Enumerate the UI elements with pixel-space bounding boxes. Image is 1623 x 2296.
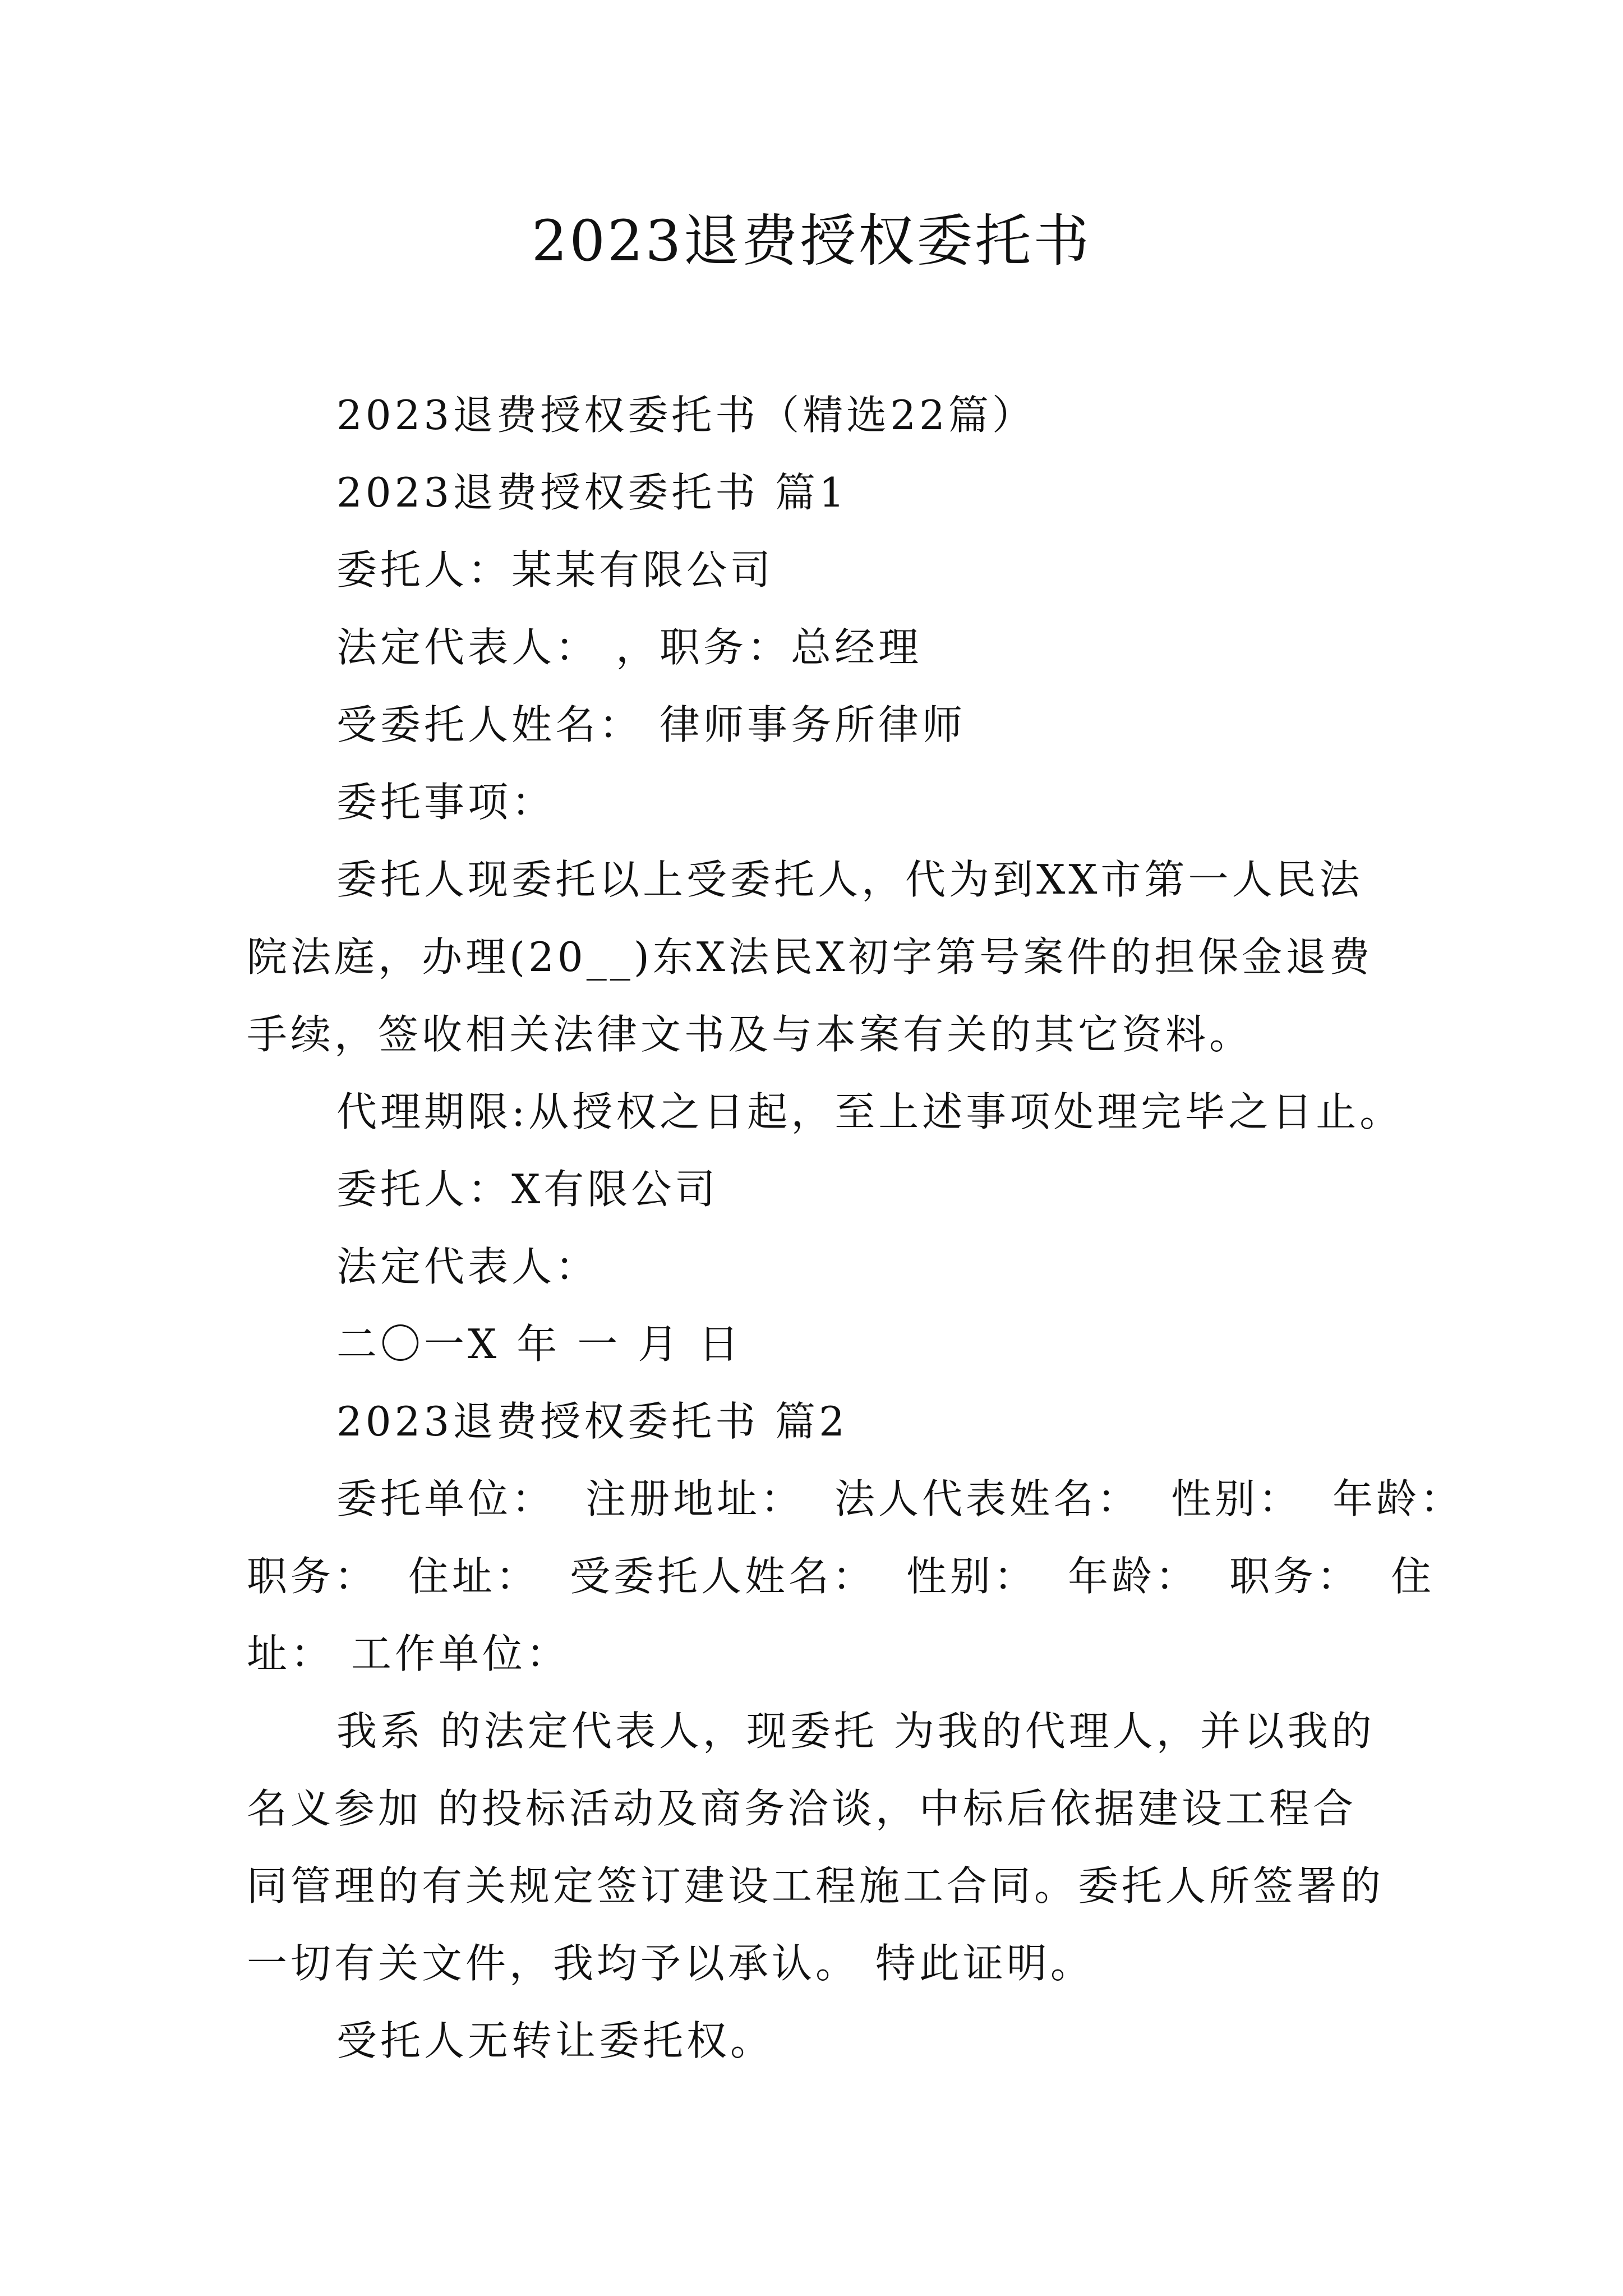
- agent-value: 律师事务所律师: [660, 701, 966, 748]
- date-year-value: 二〇一X: [336, 1320, 500, 1368]
- field-label: 法人代表姓名：: [834, 1475, 1141, 1522]
- signer-rep-line: 法定代表人：: [336, 1243, 600, 1290]
- field-label: 住: [1391, 1553, 1435, 1600]
- section-2-body-line: 名义参加 的投标活动及商务洽谈，中标后依据建设工程合: [247, 1785, 1357, 1832]
- date-month-value: 一: [577, 1320, 621, 1368]
- section-2-body-line: 同管理的有关规定签订建设工程施工合同。委托人所签署的: [247, 1862, 1385, 1910]
- section-1-body-line: 院法庭，办理(20__)东X法民X初字第号案件的担保金退费: [247, 933, 1373, 981]
- field-label: 职务：: [1229, 1553, 1361, 1600]
- field-label: 性别：: [1171, 1475, 1303, 1522]
- date-day-unit: 日: [698, 1320, 743, 1368]
- agent-line: [336, 697, 966, 753]
- signer-line: 委托人：X有限公司: [336, 1166, 719, 1213]
- agency-term-line: 代理期限:从授权之日起，至上述事项处理完毕之日止。: [336, 1088, 1404, 1135]
- field-label: 受委托人姓名：: [570, 1553, 877, 1600]
- field-label: 委托单位：: [336, 1475, 556, 1522]
- field-label: 址：: [247, 1630, 335, 1677]
- field-label: 年龄：: [1332, 1475, 1464, 1522]
- date-month-unit: 月: [638, 1320, 682, 1368]
- field-label: 住址：: [408, 1553, 540, 1600]
- field-label: 性别：: [906, 1553, 1038, 1600]
- section-1-body-line: 委托人现委托以上受委托人，代为到XX市第一人民法: [336, 856, 1363, 903]
- date-year-unit: 年: [517, 1320, 561, 1368]
- field-label: 年龄：: [1068, 1553, 1200, 1600]
- section-2-fields-line: [247, 1548, 1435, 1604]
- section-2-fields-line: [336, 1471, 1464, 1527]
- field-label: 职务：: [247, 1553, 379, 1600]
- legal-rep-line: [336, 619, 922, 675]
- field-label: 工作单位：: [351, 1630, 570, 1677]
- section-2-heading: 2023退费授权委托书 篇2: [336, 1398, 848, 1445]
- closing-line: 受托人无转让委托权。: [336, 2017, 774, 2064]
- section-1-body-line: 手续，签收相关法律文书及与本案有关的其它资料。: [247, 1011, 1253, 1058]
- document-subtitle: 2023退费授权委托书（精选22篇）: [336, 392, 1036, 439]
- section-2-fields-line: [247, 1626, 570, 1682]
- matters-label: 委托事项：: [336, 779, 556, 826]
- principal-line: 委托人：某某有限公司: [336, 546, 774, 593]
- section-1-heading: 2023退费授权委托书 篇1: [336, 469, 848, 516]
- legal-rep-label: 法定代表人：: [336, 624, 600, 671]
- page-title: 2023退费授权委托书: [531, 208, 1092, 274]
- field-label: 注册地址：: [585, 1475, 805, 1522]
- agent-label: 受委托人姓名：: [336, 701, 643, 748]
- section-2-body-line: 我系 的法定代表人，现委托 为我的代理人，并以我的: [336, 1708, 1375, 1755]
- section-2-body-line: 一切有关文件，我均予以承认。 特此证明。: [247, 1940, 1094, 1987]
- date-line: [336, 1316, 742, 1372]
- legal-rep-title: ，职务：总经理: [616, 624, 923, 671]
